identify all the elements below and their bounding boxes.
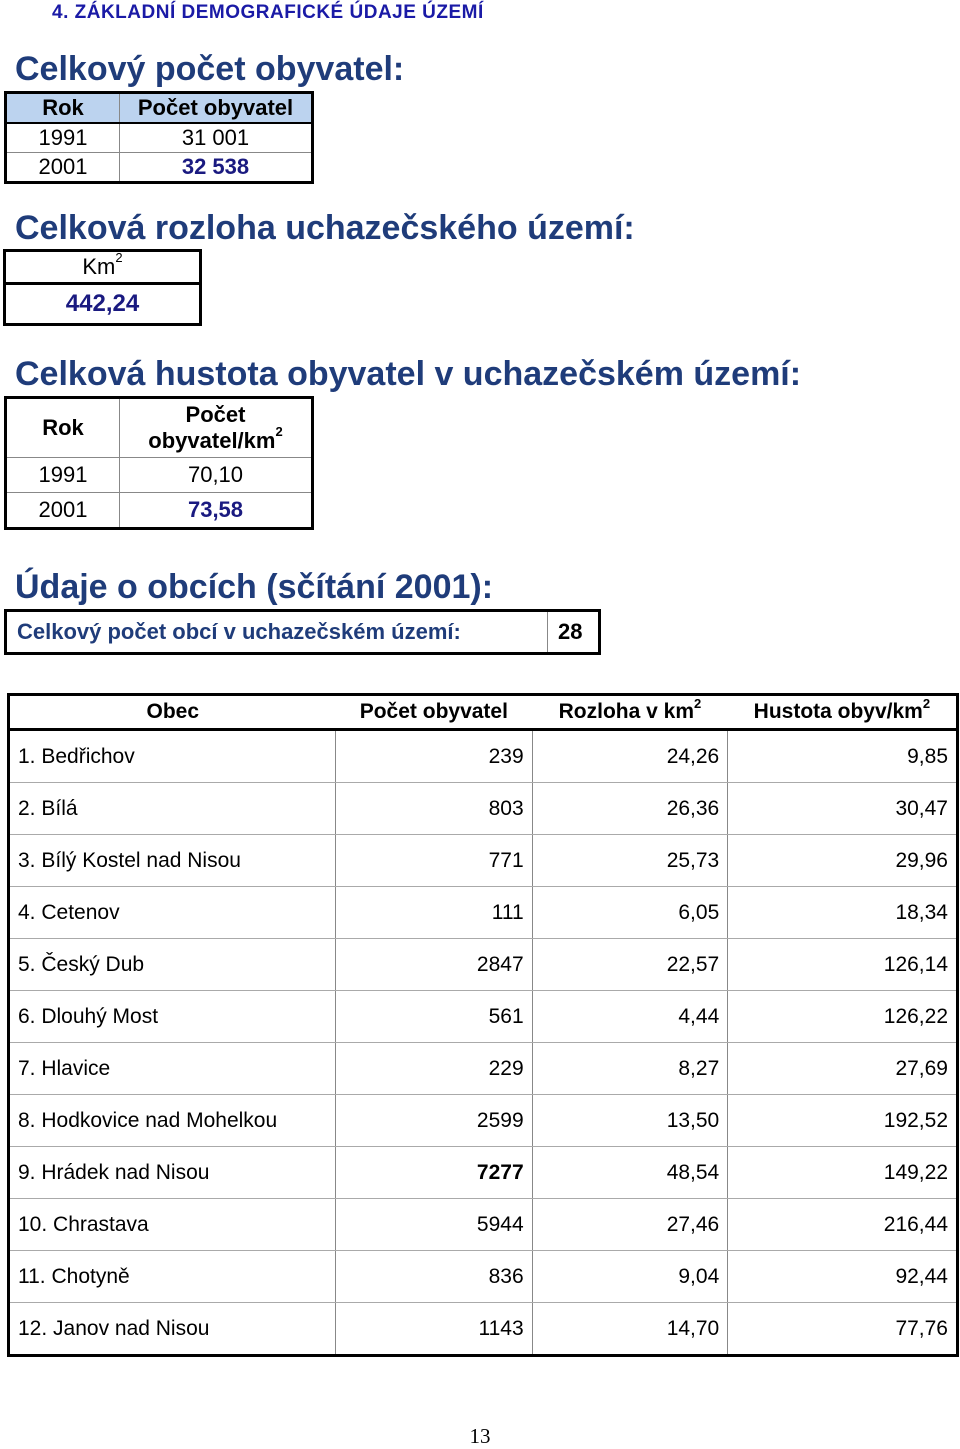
municipality-population: 239 (336, 730, 533, 783)
municipality-density: 92,44 (728, 1251, 958, 1303)
table-row (6, 458, 313, 493)
header-name: Obec (9, 695, 336, 730)
municipalities-title: Údaje o obcích (sčítání 2001): (15, 568, 494, 606)
table-row (9, 1199, 958, 1251)
municipality-population: 803 (336, 783, 533, 835)
municipality-name: 8. Hodkovice nad Mohelkou (9, 1095, 336, 1147)
municipality-population: 229 (336, 1043, 533, 1095)
municipality-name: 12. Janov nad Nisou (9, 1303, 336, 1356)
municipalities-table (7, 693, 959, 1357)
density-header-year: Rok (6, 398, 120, 458)
population-year: 1991 (6, 123, 120, 153)
header-area (532, 695, 728, 730)
municipality-area: 14,70 (532, 1303, 728, 1356)
table-row (6, 153, 313, 183)
municipality-area: 9,04 (532, 1251, 728, 1303)
density-table (4, 396, 314, 530)
density-header-row (6, 398, 313, 458)
section-heading: 4. ZÁKLADNÍ DEMOGRAFICKÉ ÚDAJE ÚZEMÍ (52, 2, 484, 23)
population-table (4, 91, 314, 184)
municipalities-header-row (9, 695, 958, 730)
municipality-area: 22,57 (532, 939, 728, 991)
table-row (9, 887, 958, 939)
municipality-area: 8,27 (532, 1043, 728, 1095)
municipality-density: 77,76 (728, 1303, 958, 1356)
municipality-population: 561 (336, 991, 533, 1043)
municipality-density: 216,44 (728, 1199, 958, 1251)
header-population: Počet obyvatel (336, 695, 533, 730)
municipality-population: 2847 (336, 939, 533, 991)
table-row (9, 1043, 958, 1095)
table-row (9, 1095, 958, 1147)
header-density (728, 695, 958, 730)
municipality-count-label: Celkový počet obcí v uchazečském území: (17, 619, 461, 644)
area-value-row (5, 284, 201, 325)
density-title: Celková hustota obyvatel v uchazečském území: (15, 355, 802, 393)
population-value: 32 538 (120, 153, 313, 183)
municipality-density: 192,52 (728, 1095, 958, 1147)
population-year: 2001 (6, 153, 120, 183)
header-area-text: Rozloha v km (558, 700, 695, 723)
density-header-unit: obyvatel/km (148, 428, 276, 453)
municipality-density: 149,22 (728, 1147, 958, 1199)
municipality-population: 1143 (336, 1303, 533, 1356)
municipality-area: 48,54 (532, 1147, 728, 1199)
page-number: 13 (469, 1424, 491, 1448)
density-header-value (120, 398, 313, 458)
municipality-population: 771 (336, 835, 533, 887)
municipality-area: 27,46 (532, 1199, 728, 1251)
municipality-count-box (4, 609, 601, 655)
municipality-density: 18,34 (728, 887, 958, 939)
municipality-population: 5944 (336, 1199, 533, 1251)
population-value: 31 001 (120, 123, 313, 153)
municipality-name: 1. Bedřichov (9, 730, 336, 783)
table-row (9, 1251, 958, 1303)
density-value: 70,10 (120, 458, 313, 493)
density-year: 2001 (6, 493, 120, 529)
population-title: Celkový počet obyvatel: (15, 50, 405, 88)
municipality-name: 9. Hrádek nad Nisou (9, 1147, 336, 1199)
table-row (6, 493, 313, 529)
municipality-area: 4,44 (532, 991, 728, 1043)
municipality-name: 7. Hlavice (9, 1043, 336, 1095)
municipality-density: 126,22 (728, 991, 958, 1043)
municipality-name: 11. Chotyně (9, 1251, 336, 1303)
municipality-name: 5. Český Dub (9, 939, 336, 991)
population-header-row (6, 93, 313, 124)
municipality-name: 4. Cetenov (9, 887, 336, 939)
header-area-sup: 2 (694, 696, 702, 711)
area-unit-sup: 2 (115, 250, 123, 265)
municipality-population: 836 (336, 1251, 533, 1303)
municipality-density: 126,14 (728, 939, 958, 991)
municipality-population: 2599 (336, 1095, 533, 1147)
municipality-area: 25,73 (532, 835, 728, 887)
municipality-density: 9,85 (728, 730, 958, 783)
density-value: 73,58 (120, 493, 313, 529)
table-row (6, 123, 313, 153)
municipality-name: 2. Bílá (9, 783, 336, 835)
table-row (9, 1303, 958, 1356)
table-row (9, 991, 958, 1043)
table-row (9, 1147, 958, 1199)
table-row (9, 783, 958, 835)
table-row (9, 730, 958, 783)
area-value: 442,24 (65, 290, 140, 317)
municipality-area: 24,26 (532, 730, 728, 783)
area-unit (5, 251, 201, 284)
table-row (9, 939, 958, 991)
municipality-population: 111 (336, 887, 533, 939)
municipality-area: 6,05 (532, 887, 728, 939)
table-row (9, 835, 958, 887)
municipality-count-value: 28 (548, 611, 600, 654)
header-density-sup: 2 (922, 696, 931, 711)
header-density-text: Hustota obyv/km (753, 700, 923, 723)
municipality-name: 10. Chrastava (9, 1199, 336, 1251)
municipality-area: 13,50 (532, 1095, 728, 1147)
area-unit-row (5, 251, 201, 284)
municipality-density: 27,69 (728, 1043, 958, 1095)
municipality-population: 7277 (336, 1147, 533, 1199)
population-header-year: Rok (6, 93, 120, 124)
area-table (3, 249, 202, 326)
municipality-name: 6. Dlouhý Most (9, 991, 336, 1043)
density-year: 1991 (6, 458, 120, 493)
municipality-count-row (6, 611, 600, 654)
density-header-line2 (120, 424, 311, 454)
municipality-density: 30,47 (728, 783, 958, 835)
density-header-sup: 2 (275, 424, 283, 439)
municipality-area: 26,36 (532, 783, 728, 835)
area-unit-text: Km (82, 254, 116, 279)
area-title: Celková rozloha uchazečského území: (15, 209, 635, 247)
municipality-density: 29,96 (728, 835, 958, 887)
density-header-line1: Počet (185, 402, 246, 427)
municipality-name: 3. Bílý Kostel nad Nisou (9, 835, 336, 887)
population-header-count: Počet obyvatel (120, 93, 313, 124)
